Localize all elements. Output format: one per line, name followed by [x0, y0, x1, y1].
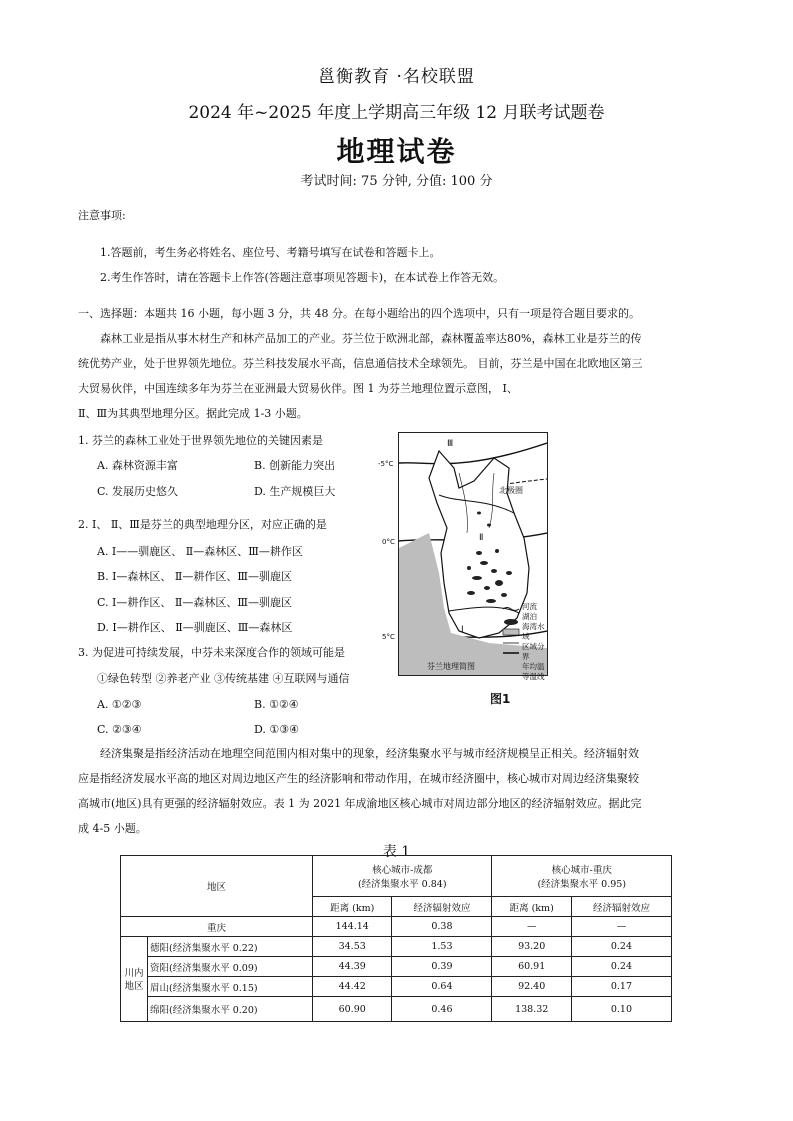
row-distance-2: 60.91 — [492, 957, 571, 977]
q3-option-c: C. ②③④ — [97, 723, 142, 736]
q3-option-d: D. ①③④ — [254, 723, 300, 736]
row-distance-1: 44.42 — [313, 977, 392, 997]
header-distance-2: 距离 (km) — [492, 897, 571, 917]
org-name: 邕衡教育 ·名校联盟 — [318, 67, 475, 87]
row-distance-1: 144.14 — [313, 917, 392, 937]
header-effect-2: 经济辐射效应 — [571, 897, 671, 917]
row-distance-2: 138.32 — [492, 997, 571, 1022]
header-chongqing-sub: (经济集聚水平 0.95) — [537, 879, 627, 890]
figure-caption: 图1 — [490, 692, 511, 706]
q3-option-a: A. ①②③ — [97, 698, 142, 711]
row-name: 眉山(经济集聚水平 0.15) — [148, 977, 313, 997]
q2-stem: 2. Ⅰ、 Ⅱ、Ⅲ是芬兰的典型地理分区，对应正确的是 — [78, 518, 327, 531]
table-title: 表 1 — [382, 844, 411, 860]
notice-title: 注意事项: — [78, 209, 126, 222]
row-distance-2: — — [492, 917, 571, 937]
legend-boundary: 区域分界 — [522, 642, 545, 661]
row-name: 绵阳(经济集聚水平 0.20) — [148, 997, 313, 1022]
q1-option-b: B. 创新能力突出 — [254, 459, 336, 472]
row-effect-1: 1.53 — [392, 937, 492, 957]
region-label-II: Ⅱ — [479, 533, 484, 543]
passage2-line-1: 经济集聚是指经济活动在地理空间范围内相对集中的现象，经济集聚水平与城市经济规模呈正相关。经济辐射效 — [100, 747, 639, 760]
row-effect-2: 0.24 — [571, 957, 671, 977]
isotherm-line — [399, 443, 547, 464]
legend-lake-symbol — [504, 619, 518, 625]
q1-stem: 1. 芬兰的森林工业处于世界领先地位的关键因素是 — [78, 434, 323, 447]
q2-option-c: C. Ⅰ—耕作区、 Ⅱ—森林区、Ⅲ—驯鹿区 — [97, 596, 292, 609]
row-name: 德阳(经济集聚水平 0.22) — [148, 937, 313, 957]
row-distance-2: 92.40 — [492, 977, 571, 997]
arctic-circle-label: 北极圈 — [499, 486, 523, 495]
legend-gulf: 海湾水域 — [522, 622, 545, 641]
table-row — [121, 937, 672, 957]
header-effect-1: 经济辐射效应 — [392, 897, 492, 917]
q3-choices: ①绿色转型 ②养老产业 ③传统基建 ④互联网与通信 — [97, 672, 350, 685]
legend-river: 河流 — [522, 602, 537, 611]
passage1-line-1: 森林工业是指从事木材生产和林产品加工的产业。芬兰位于欧洲北部，森林覆盖率达80%，森林工业是芬兰的传 — [100, 332, 642, 345]
passage2-line-3: 高城市(地区)具有更强的经济辐射效应。表 1 为 2021 年成渝地区核心城市对周边部分地区的经济辐射效应。据此完 — [78, 797, 642, 810]
latitude-label-5: 5°C — [382, 633, 395, 641]
row-distance-2: 93.20 — [492, 937, 571, 957]
header-chengdu-sub: (经济集聚水平 0.84) — [357, 879, 447, 890]
row-effect-2: 0.17 — [571, 977, 671, 997]
table-row — [121, 957, 672, 977]
q3-option-b: B. ①②④ — [254, 698, 299, 711]
notice-item-2: 2.考生作答时，请在答题卡上作答(答题注意事项见答题卡)，在本试卷上作答无效。 — [100, 271, 505, 284]
section-heading: 一、选择题：本题共 16 小题，每小题 3 分，共 48 分。在每小题给出的四个选项中，只有一项是符合题目要求的。 — [78, 307, 640, 320]
q1-option-a: A. 森林资源丰富 — [97, 459, 178, 472]
row-distance-1: 60.90 — [313, 997, 392, 1022]
region-label-I: Ⅰ — [461, 625, 464, 635]
finland-map — [398, 432, 548, 681]
q3-stem: 3. 为促进可持续发展，中芬未来深度合作的领域可能是 — [78, 646, 345, 659]
header-region: 地区 — [121, 856, 313, 917]
table-row — [121, 917, 672, 937]
row-effect-2: 0.10 — [571, 997, 671, 1022]
table-row — [121, 997, 672, 1022]
legend-gulf-symbol — [503, 629, 519, 635]
row-effect-1: 0.64 — [392, 977, 492, 997]
q2-option-a: A. Ⅰ——驯鹿区、 Ⅱ—森林区、Ⅲ—耕作区 — [97, 545, 303, 558]
q2-option-d: D. Ⅰ—耕作区、 Ⅱ—驯鹿区、Ⅲ—森林区 — [97, 621, 293, 634]
header-chongqing-title: 核心城市-重庆 — [551, 865, 612, 876]
passage1-line-3: 大贸易伙伴，中国连续多年为芬兰在亚洲最大贸易伙伴。图 1 为芬兰地理位置示意图， Ⅰ、 — [78, 382, 518, 395]
notice-item-1: 1.答题前，考生务必将姓名、座位号、考籍号填写在试卷和答题卡上。 — [100, 246, 441, 259]
subject-title: 地理试卷 — [336, 135, 457, 168]
header-chongqing — [492, 856, 672, 897]
passage1-line-4: Ⅱ、Ⅲ为其典型地理分区。据此完成 1-3 小题。 — [78, 407, 308, 420]
latitude-label-0: 0°C — [382, 538, 395, 546]
row-effect-1: 0.38 — [392, 917, 492, 937]
table-row — [121, 977, 672, 997]
row-distance-1: 44.39 — [313, 957, 392, 977]
passage2-line-2: 应是指经济发展水平高的地区对周边地区产生的经济影响和带动作用，在城市经济圈中，核心城市对周边经济集聚较 — [78, 772, 639, 785]
header-chengdu-title: 核心城市-成都 — [372, 865, 433, 876]
q1-option-d: D. 生产规模巨大 — [254, 485, 336, 498]
row-effect-2: 0.24 — [571, 937, 671, 957]
row-name: 重庆 — [121, 917, 313, 937]
q1-option-c: C. 发展历史悠久 — [97, 485, 179, 498]
table-1 — [120, 855, 672, 1022]
region-label-III: Ⅲ — [447, 439, 454, 449]
q2-option-b: B. Ⅰ—森林区、 Ⅱ—耕作区、Ⅲ—驯鹿区 — [97, 570, 293, 583]
passage2-line-4: 成 4-5 小题。 — [78, 822, 147, 835]
legend-text — [522, 602, 547, 682]
legend-isotherm: 年均温等温线 — [522, 662, 545, 681]
legend-lake: 湖泊 — [522, 612, 537, 621]
row-effect-1: 0.46 — [392, 997, 492, 1022]
row-distance-1: 34.53 — [313, 937, 392, 957]
passage1-line-2: 统优势产业，处于世界领先地位。芬兰科技发展水平高，信息通信技术全球领先。 目前，芬兰是中国在北欧地区第三 — [78, 357, 643, 370]
row-name: 资阳(经济集聚水平 0.09) — [148, 957, 313, 977]
row-effect-2: — — [571, 917, 671, 937]
map-title: 芬兰地理简图 — [427, 662, 475, 671]
latitude-label-m5: -5°C — [378, 460, 394, 468]
exam-title: 2024 年~2025 年度上学期高三年级 12 月联考试题卷 — [188, 103, 605, 123]
row-effect-1: 0.39 — [392, 957, 492, 977]
sichuan-label: 川内地区 — [121, 937, 148, 1022]
exam-info: 考试时间: 75 分钟, 分值: 100 分 — [300, 174, 493, 189]
header-chengdu — [313, 856, 492, 897]
header-distance-1: 距离 (km) — [313, 897, 392, 917]
